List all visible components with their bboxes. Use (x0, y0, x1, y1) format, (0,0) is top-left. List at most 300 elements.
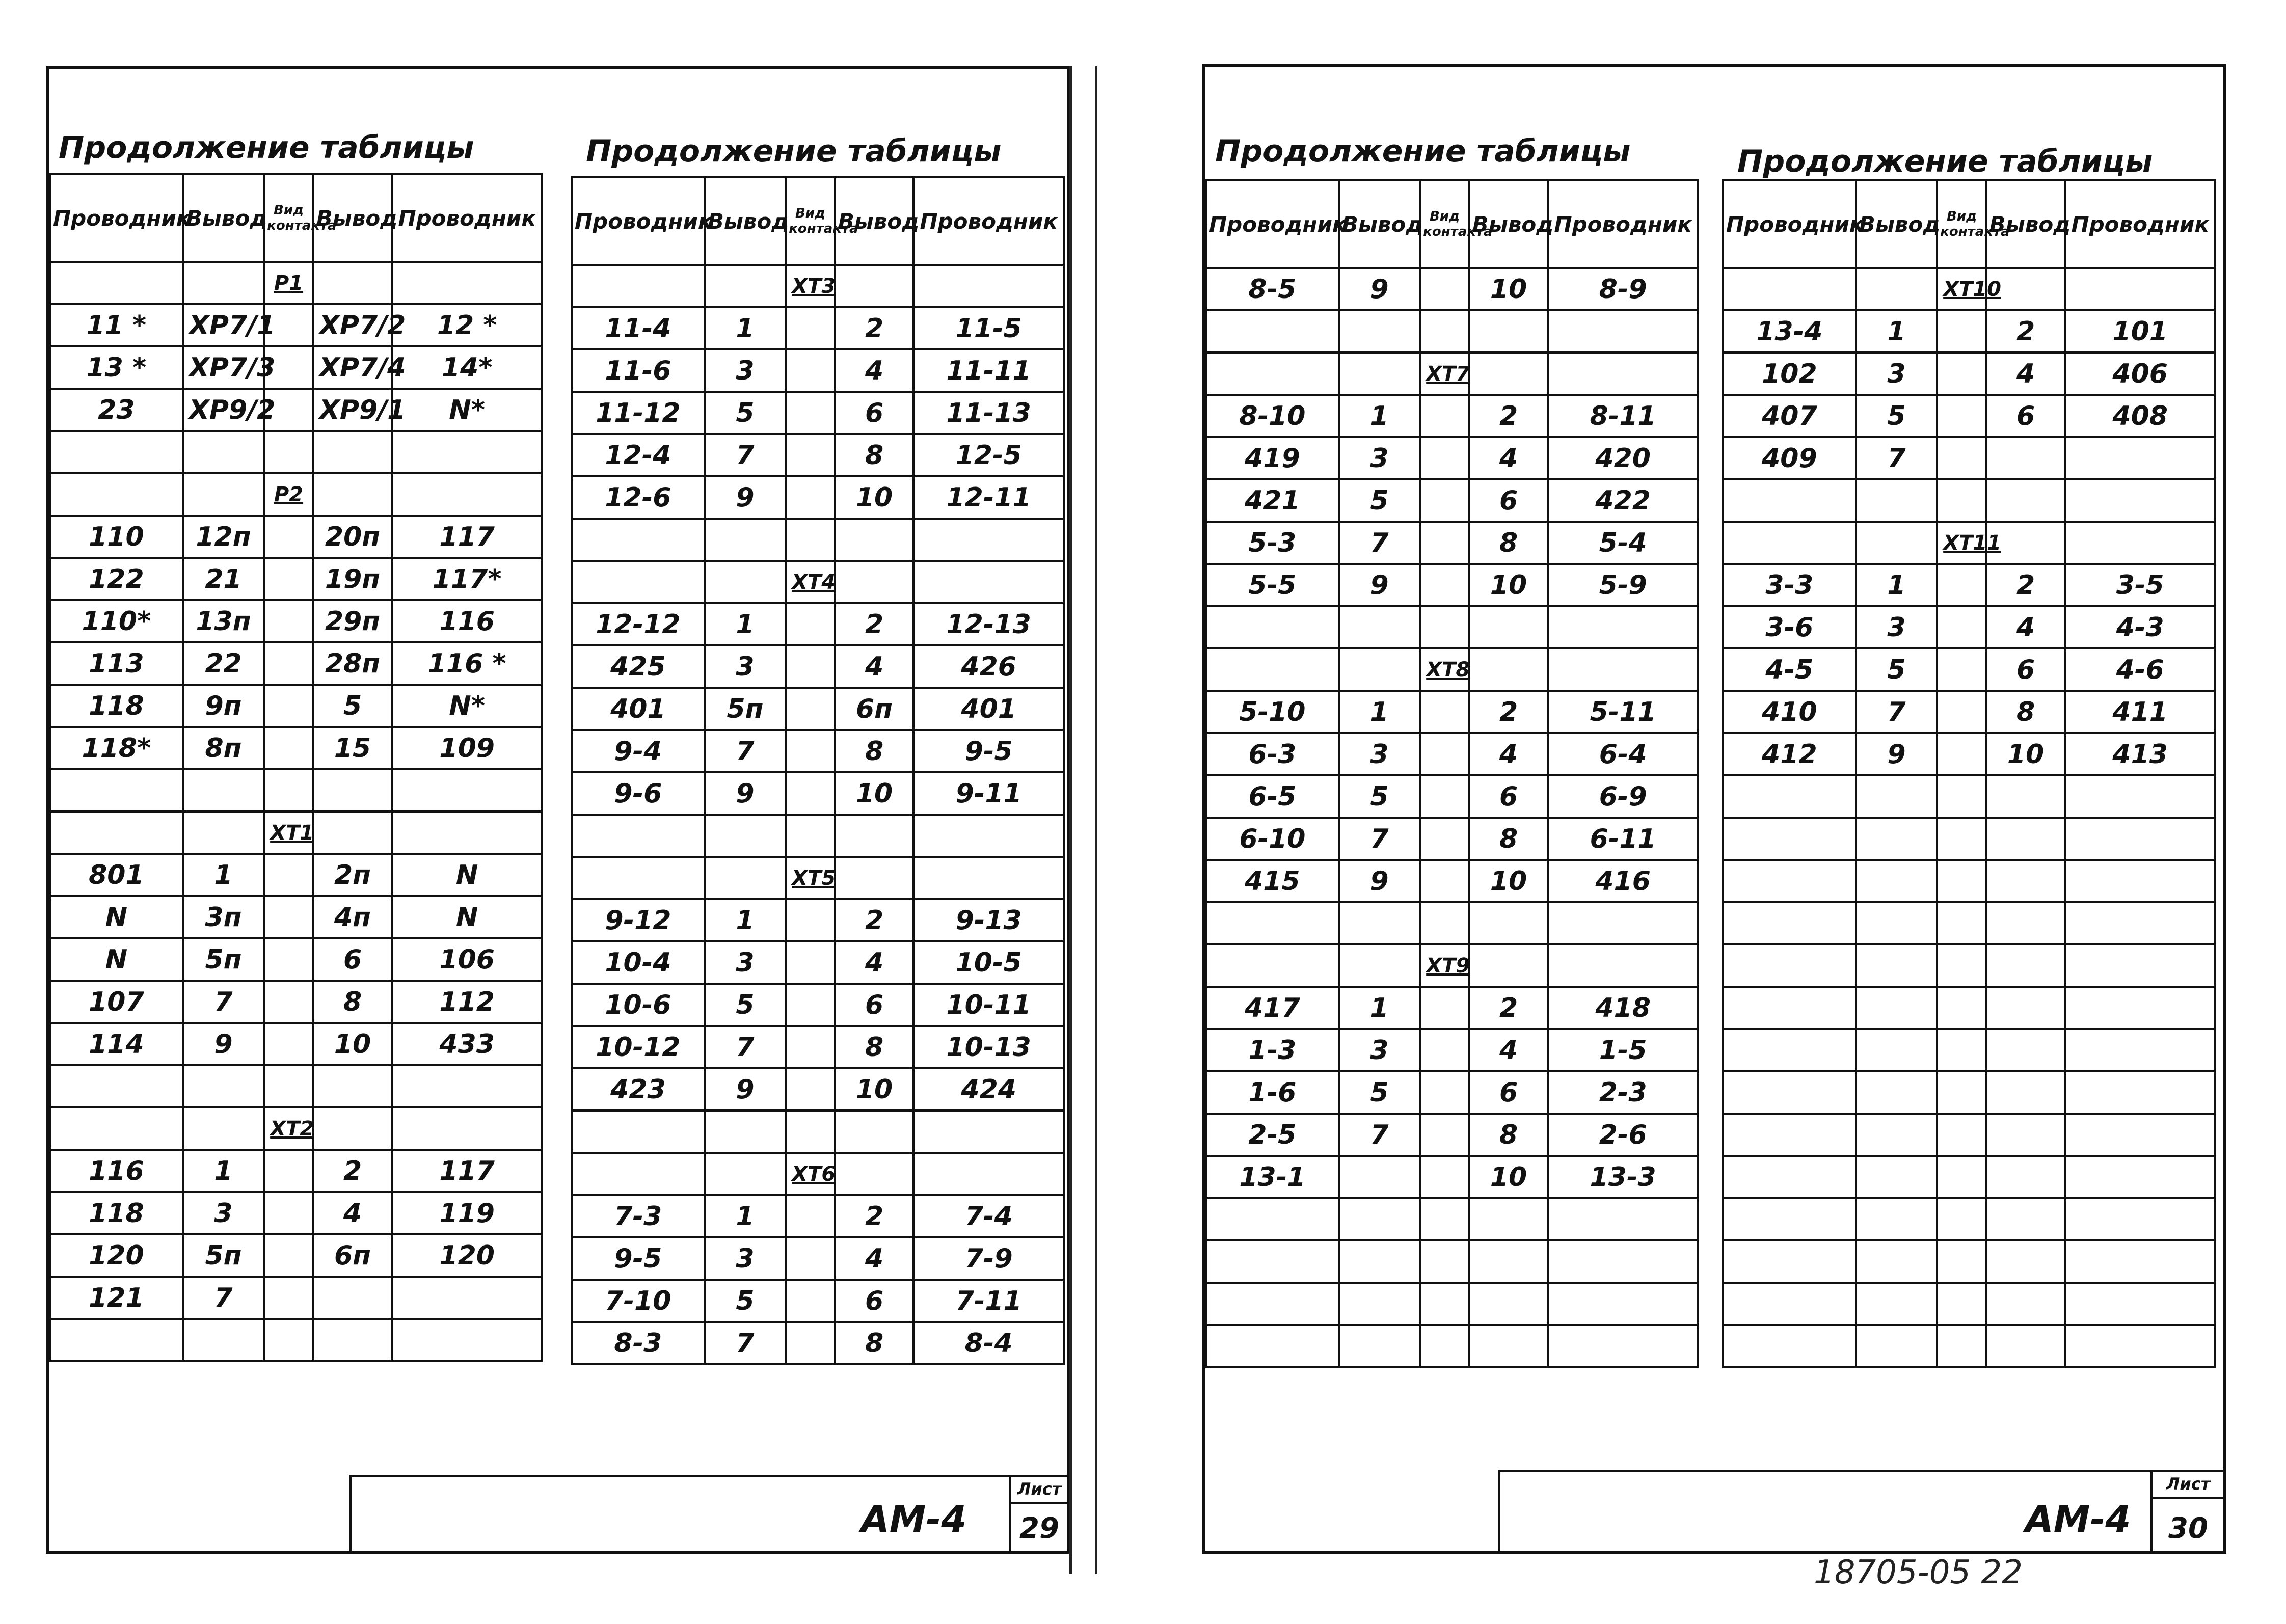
table-cell (1548, 902, 1698, 944)
connector-cell (264, 854, 313, 896)
connector-cell (1420, 691, 1469, 733)
table-row (572, 307, 1064, 349)
table-cell (1469, 944, 1548, 987)
table-cell: 6 (835, 984, 914, 1026)
table-cell (2065, 479, 2215, 522)
connector-cell (1937, 987, 1986, 1029)
table-cell: XP7/3 (183, 346, 264, 389)
table-cell: 5п (183, 938, 264, 981)
table-row (1206, 987, 1698, 1029)
table-cell: 423 (572, 1068, 705, 1111)
table-cell (835, 1153, 914, 1195)
table-cell: 4 (313, 1192, 392, 1234)
table-cell: 3 (705, 1237, 786, 1280)
table-cell: 117 (392, 516, 542, 558)
connector-cell: XT10 (1937, 268, 1986, 310)
table-row (572, 688, 1064, 730)
table-cell (1986, 1325, 2065, 1367)
table-row (50, 346, 542, 389)
table-row (1206, 1029, 1698, 1071)
table-cell (392, 1065, 542, 1107)
table-cell: 3 (1339, 733, 1420, 775)
table-cell: 6 (1986, 395, 2065, 437)
table-cell (913, 857, 1064, 899)
sheet-number: 29 (1019, 1512, 1059, 1545)
table-cell: 8 (1469, 522, 1548, 564)
table-cell: 2 (835, 603, 914, 645)
table-header-row (50, 174, 542, 262)
connector-cell (786, 519, 835, 561)
table-cell: 6-11 (1548, 818, 1698, 860)
table-cell: 12п (183, 516, 264, 558)
table-cell: XP7/1 (183, 304, 264, 346)
table-header-row (1206, 180, 1698, 268)
table-cell: 1-5 (1548, 1029, 1698, 1071)
table-row (572, 349, 1064, 392)
connector-cell: XT5 (786, 857, 835, 899)
table-cell: N* (392, 389, 542, 431)
table-cell: 11-13 (913, 392, 1064, 434)
table-cell (1856, 775, 1937, 818)
column-header: Вывод (705, 177, 786, 265)
table-cell: 5 (705, 984, 786, 1026)
table-cell: 420 (1548, 437, 1698, 479)
table-cell: 121 (50, 1277, 183, 1319)
connector-cell (1937, 353, 1986, 395)
table-cell: 3 (705, 941, 786, 984)
table-row (1723, 395, 2215, 437)
table-cell: 12-11 (913, 476, 1064, 519)
table-cell: 6 (313, 938, 392, 981)
connector-cell (1937, 1114, 1986, 1156)
table-cell (1206, 944, 1339, 987)
table-cell: 10 (1469, 860, 1548, 902)
table-cell (1986, 479, 2065, 522)
table-row (50, 1107, 542, 1150)
table-cell: 3-6 (1723, 606, 1856, 648)
table-cell: 2 (313, 1150, 392, 1192)
table-cell: 118 (50, 685, 183, 727)
table-cell: XP7/2 (313, 304, 392, 346)
table-cell (913, 815, 1064, 857)
table-row (50, 1234, 542, 1277)
table-header-row (572, 177, 1064, 265)
connector-cell (1420, 1029, 1469, 1071)
table-row (1723, 522, 2215, 564)
column-header: Вид контакта (264, 174, 313, 262)
table-cell (392, 1107, 542, 1150)
connector-cell (1937, 648, 1986, 691)
connector-cell (1420, 564, 1469, 606)
table-cell: 801 (50, 854, 183, 896)
connector-cell (1420, 395, 1469, 437)
table-cell: 10-12 (572, 1026, 705, 1068)
table-cell: 114 (50, 1023, 183, 1065)
sheet-label: Лист (1011, 1479, 1067, 1504)
table-cell (1206, 902, 1339, 944)
table-cell: 3-3 (1723, 564, 1856, 606)
table-cell: 9 (1339, 268, 1420, 310)
table-cell: 412 (1723, 733, 1856, 775)
table-cell (1469, 1325, 1548, 1367)
table-cell (1469, 1240, 1548, 1283)
table-cell: 1 (1339, 987, 1420, 1029)
table-cell (1339, 1156, 1420, 1198)
table-row (1723, 1325, 2215, 1367)
table-row (572, 815, 1064, 857)
table-cell: 417 (1206, 987, 1339, 1029)
table-cell: 4 (1986, 606, 2065, 648)
table-row (572, 1195, 1064, 1237)
table-row (1723, 902, 2215, 944)
table-cell: 8 (1469, 818, 1548, 860)
table-cell: 116 * (392, 642, 542, 685)
table-row (1206, 691, 1698, 733)
table-cell: 9-5 (572, 1237, 705, 1280)
table-cell: 11-5 (913, 307, 1064, 349)
table-cell (1856, 902, 1937, 944)
table-cell: 8 (835, 1026, 914, 1068)
table-cell (1723, 775, 1856, 818)
table-cell (1723, 1283, 1856, 1325)
table-cell (1856, 1198, 1937, 1240)
table-cell: N (50, 896, 183, 938)
table-cell: 5 (1339, 1071, 1420, 1114)
table-cell: N (392, 896, 542, 938)
connector-cell (786, 1237, 835, 1280)
table-cell: 2 (1469, 691, 1548, 733)
table-row (50, 685, 542, 727)
sheet-number: 30 (2168, 1512, 2208, 1545)
table-cell (1856, 479, 1937, 522)
table-row (1206, 310, 1698, 353)
connection-table (1722, 179, 2216, 1368)
table-cell: 116 (392, 600, 542, 642)
table-cell (1206, 1283, 1339, 1325)
connector-cell (786, 730, 835, 772)
table-cell (1986, 987, 2065, 1029)
table-cell (392, 431, 542, 473)
table-cell: 5 (705, 392, 786, 434)
connector-cell (264, 938, 313, 981)
table-cell: 6 (1469, 479, 1548, 522)
connector-cell (786, 307, 835, 349)
table-cell: N (392, 854, 542, 896)
table-cell (1723, 1071, 1856, 1114)
sheet-number-cell (2150, 1472, 2224, 1551)
table-cell (2065, 987, 2215, 1029)
table-row (1206, 1156, 1698, 1198)
table-caption: Продолжение таблицы (586, 133, 1002, 169)
table-cell: 7 (1339, 522, 1420, 564)
table-row (50, 981, 542, 1023)
connector-cell (786, 772, 835, 815)
table-cell: 122 (50, 558, 183, 600)
table-cell: 415 (1206, 860, 1339, 902)
table-cell (2065, 818, 2215, 860)
table-row (572, 645, 1064, 688)
connector-cell (264, 558, 313, 600)
title-block (349, 1475, 1070, 1554)
table-cell: 9-6 (572, 772, 705, 815)
table-cell: 1 (183, 1150, 264, 1192)
table-cell: 13-4 (1723, 310, 1856, 353)
table-cell: 3п (183, 896, 264, 938)
table-cell: 401 (572, 688, 705, 730)
table-row (572, 772, 1064, 815)
connector-cell (264, 642, 313, 685)
table-cell (1339, 1325, 1420, 1367)
table-cell (1548, 1283, 1698, 1325)
table-cell (1723, 902, 1856, 944)
connector-cell (786, 1280, 835, 1322)
table-row (572, 1322, 1064, 1364)
connector-cell (1937, 437, 1986, 479)
table-cell: 6-3 (1206, 733, 1339, 775)
connector-cell (1420, 902, 1469, 944)
connector-cell (1937, 1071, 1986, 1114)
connector-cell (786, 1026, 835, 1068)
connector-cell: Р2 (264, 473, 313, 516)
table-cell (2065, 944, 2215, 987)
table-cell (2065, 1283, 2215, 1325)
table-cell: 21 (183, 558, 264, 600)
connector-cell (1937, 691, 1986, 733)
table-cell: 1 (1339, 395, 1420, 437)
table-cell: 12-5 (913, 434, 1064, 476)
column-header: Проводник (572, 177, 705, 265)
connector-cell (786, 1195, 835, 1237)
connector-cell: XT3 (786, 265, 835, 307)
connector-cell: XT11 (1937, 522, 1986, 564)
table-cell: 9 (1339, 860, 1420, 902)
table-cell: 109 (392, 727, 542, 769)
connector-cell (786, 603, 835, 645)
table-row (572, 1068, 1064, 1111)
table-cell: 7 (705, 1322, 786, 1364)
table-row (1723, 606, 2215, 648)
table-cell: 6 (835, 392, 914, 434)
table-cell: 29п (313, 600, 392, 642)
table-cell (313, 769, 392, 811)
table-cell (1469, 1283, 1548, 1325)
connector-cell (1420, 1071, 1469, 1114)
table-row (1723, 437, 2215, 479)
table-row (50, 642, 542, 685)
table-cell: 1-6 (1206, 1071, 1339, 1114)
table-cell: 10 (313, 1023, 392, 1065)
table-cell (1339, 1283, 1420, 1325)
table-row (1206, 479, 1698, 522)
table-cell: 4 (1469, 1029, 1548, 1071)
table-cell: 4 (1986, 353, 2065, 395)
table-cell: 1 (705, 1195, 786, 1237)
table-row (1206, 606, 1698, 648)
table-cell (1723, 1114, 1856, 1156)
table-cell: 10-5 (913, 941, 1064, 984)
table-cell: 8-11 (1548, 395, 1698, 437)
connector-cell (264, 1150, 313, 1192)
table-cell: 6 (835, 1280, 914, 1322)
table-cell: 7 (705, 434, 786, 476)
table-cell (1986, 1029, 2065, 1071)
table-cell (392, 811, 542, 854)
table-cell (572, 1111, 705, 1153)
connector-cell (1420, 860, 1469, 902)
table-row (50, 389, 542, 431)
table-cell (183, 262, 264, 304)
table-cell (1339, 1198, 1420, 1240)
table-cell (1469, 310, 1548, 353)
table-cell (1986, 1156, 2065, 1198)
table-cell: 1 (1339, 691, 1420, 733)
table-cell: 4 (835, 349, 914, 392)
table-cell: 112 (392, 981, 542, 1023)
table-row (1206, 648, 1698, 691)
table-cell (705, 561, 786, 603)
table-cell: 110 (50, 516, 183, 558)
table-cell (1986, 1114, 2065, 1156)
table-cell: 110* (50, 600, 183, 642)
table-cell (50, 431, 183, 473)
table-cell: 12-12 (572, 603, 705, 645)
table-cell: 13 * (50, 346, 183, 389)
table-cell: 10-13 (913, 1026, 1064, 1068)
table-cell: 8 (1469, 1114, 1548, 1156)
table-cell: 107 (50, 981, 183, 1023)
connector-cell (1937, 1283, 1986, 1325)
table-header-row (1723, 180, 2215, 268)
table-cell: 5 (1339, 775, 1420, 818)
table-cell: 10-4 (572, 941, 705, 984)
table-cell (913, 519, 1064, 561)
table-cell (705, 265, 786, 307)
table-cell (1723, 268, 1856, 310)
table-cell (392, 1319, 542, 1361)
connector-cell (1937, 1029, 1986, 1071)
table-cell: 113 (50, 642, 183, 685)
table-cell: 14* (392, 346, 542, 389)
table-cell: 8п (183, 727, 264, 769)
table-cell: 8-5 (1206, 268, 1339, 310)
column-header: Вывод (1856, 180, 1937, 268)
table-cell: 7 (1856, 437, 1937, 479)
table-cell: 7-10 (572, 1280, 705, 1322)
table-cell: 3 (1856, 606, 1937, 648)
table-cell: 3-5 (2065, 564, 2215, 606)
connector-cell: XT8 (1420, 648, 1469, 691)
column-header: Проводник (392, 174, 542, 262)
table-cell (313, 473, 392, 516)
table-row (50, 558, 542, 600)
table-cell (1206, 1325, 1339, 1367)
table-cell: 7-4 (913, 1195, 1064, 1237)
table-cell: 5 (1856, 648, 1937, 691)
table-cell: 2 (1986, 310, 2065, 353)
connector-cell (264, 516, 313, 558)
table-row (1206, 733, 1698, 775)
document-code: АМ-4 (861, 1498, 967, 1540)
table-cell: 424 (913, 1068, 1064, 1111)
table-cell: 1 (705, 307, 786, 349)
table-cell: 9-4 (572, 730, 705, 772)
connector-cell (786, 476, 835, 519)
table-cell (1339, 902, 1420, 944)
connector-cell (1937, 1156, 1986, 1198)
document-code: АМ-4 (2025, 1498, 2131, 1540)
table-cell: 9 (1856, 733, 1937, 775)
table-cell (2065, 522, 2215, 564)
table-cell: 433 (392, 1023, 542, 1065)
table-row (1206, 1283, 1698, 1325)
table-row (50, 811, 542, 854)
table-cell: 6 (1986, 648, 2065, 691)
connector-cell (786, 645, 835, 688)
table-cell (183, 769, 264, 811)
table-row (572, 984, 1064, 1026)
table-row (50, 431, 542, 473)
table-cell (1986, 860, 2065, 902)
table-cell (2065, 1029, 2215, 1071)
table-cell (2065, 775, 2215, 818)
table-cell (1339, 353, 1420, 395)
table-cell: 2п (313, 854, 392, 896)
table-cell (1469, 648, 1548, 691)
table-row (1206, 1071, 1698, 1114)
table-cell (1856, 268, 1937, 310)
table-cell (835, 1111, 914, 1153)
table-cell: 5 (1856, 395, 1937, 437)
table-row (572, 519, 1064, 561)
table-cell: 119 (392, 1192, 542, 1234)
connector-cell (1937, 395, 1986, 437)
table-cell (1986, 902, 2065, 944)
table-cell: 4 (835, 941, 914, 984)
connector-cell (264, 1234, 313, 1277)
table-cell: 1 (183, 854, 264, 896)
column-header: Проводник (50, 174, 183, 262)
table-row (1723, 268, 2215, 310)
table-cell: 7-9 (913, 1237, 1064, 1280)
table-row (1723, 987, 2215, 1029)
table-row (1206, 944, 1698, 987)
table-cell: 12-13 (913, 603, 1064, 645)
table-cell: 422 (1548, 479, 1698, 522)
table-row (572, 1153, 1064, 1195)
table-cell: 6п (313, 1234, 392, 1277)
connector-cell (786, 899, 835, 941)
table-cell: 8-9 (1548, 268, 1698, 310)
table-row (50, 938, 542, 981)
table-cell (1856, 1325, 1937, 1367)
table-row (1206, 564, 1698, 606)
table-cell (183, 1107, 264, 1150)
table-cell: 1 (1856, 310, 1937, 353)
table-cell (1986, 944, 2065, 987)
table-cell (1339, 310, 1420, 353)
table-row (50, 1319, 542, 1361)
table-cell: 5-11 (1548, 691, 1698, 733)
connector-cell (1420, 818, 1469, 860)
table-cell: 2 (1986, 564, 2065, 606)
table-cell (705, 519, 786, 561)
column-header: Вывод (1469, 180, 1548, 268)
table-cell: 4 (1469, 733, 1548, 775)
table-cell: N (50, 938, 183, 981)
table-cell (1339, 606, 1420, 648)
table-row (1723, 1029, 2215, 1071)
table-caption: Продолжение таблицы (1215, 133, 1631, 169)
